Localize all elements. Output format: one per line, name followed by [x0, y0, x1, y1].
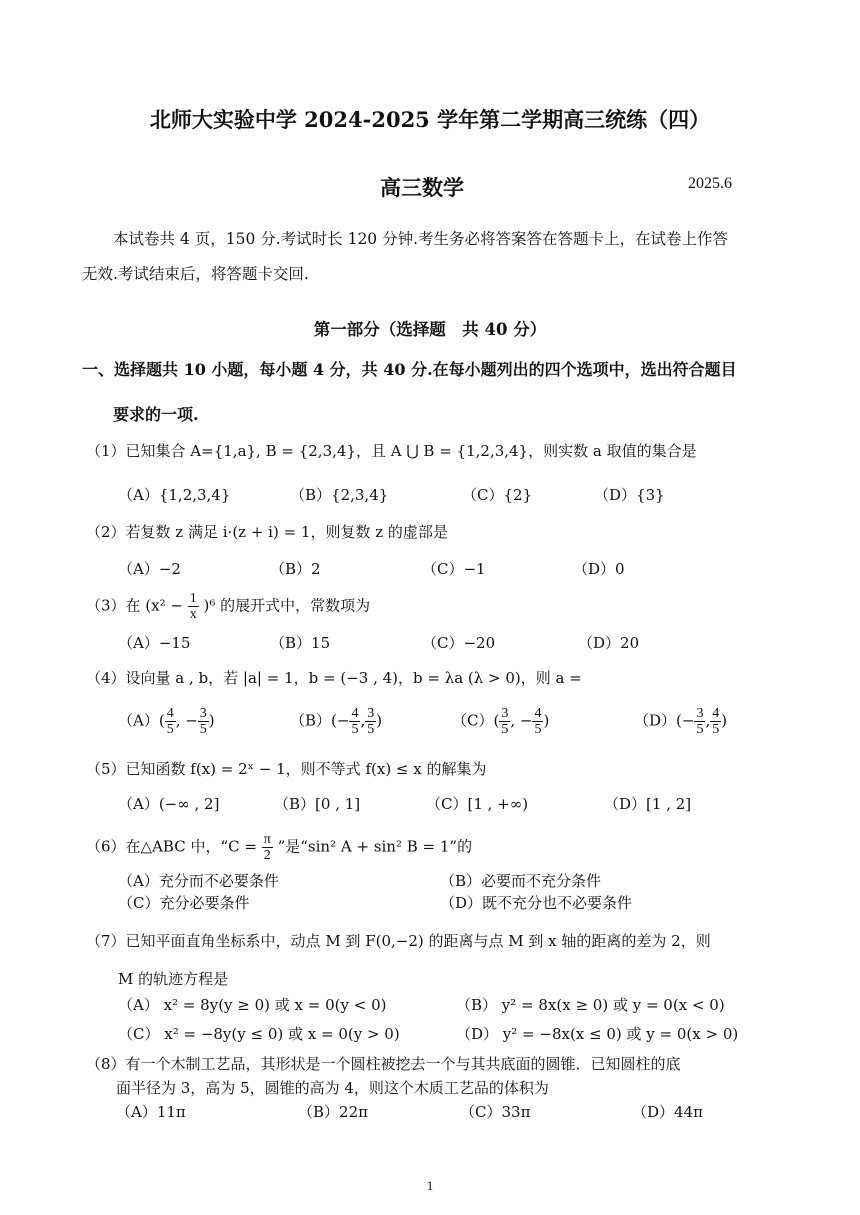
q8-option-c: （C）33π [460, 1103, 531, 1121]
q5-option-b: （B）[0 , 1] [274, 795, 361, 813]
q4-option-a-num-1: 4 [166, 706, 174, 721]
q7-option-a: （A） x² = 8y(y ≥ 0) 或 x = 0(y < 0) [118, 996, 387, 1014]
q6-suffix: ”是“sin² A + sin² B = 1”的 [277, 837, 473, 856]
q4-option-a [118, 706, 215, 737]
q4-option-d-den-1: 5 [696, 722, 704, 737]
q4-option-c-num-2: 4 [534, 706, 542, 721]
q4-option-d-num-2: 4 [712, 706, 720, 721]
q4-option-b-num-2: 3 [367, 706, 375, 721]
q4-option-d-close: ) [721, 711, 728, 730]
q1-option-d: （D）{3} [594, 486, 665, 504]
q8-option-a: （A）11π [116, 1103, 186, 1121]
q3-fraction-numerator: 1 [189, 591, 197, 606]
q2-option-c: （C）−1 [422, 560, 486, 578]
q4-option-c-den-1: 5 [501, 722, 509, 737]
q1-option-b: （B）{2,3,4} [290, 486, 389, 504]
q3-fraction [188, 591, 199, 622]
instructions-line-1: 本试卷共 4 页，150 分.考试时长 120 分钟.考生务必将答案答在答题卡上，在试卷上作答 [113, 230, 729, 248]
q4-option-c-num-1: 3 [501, 706, 509, 721]
q5-option-c: （C）[1 , +∞) [426, 795, 529, 813]
q4-option-a-label: （A）( [118, 711, 165, 730]
q3-prefix: （3）在 (x² − [86, 596, 183, 615]
q1-option-a: （A）{1,2,3,4} [118, 486, 231, 504]
q4-option-a-num-2: 3 [199, 706, 207, 721]
q7-option-c: （C） x² = −8y(y ≤ 0) 或 x = 0(y > 0) [118, 1025, 400, 1043]
question-2: （2）若复数 z 满足 i·(z + i) = 1，则复数 z 的虚部是 [86, 523, 448, 541]
q4-option-d-label: （D）(− [634, 711, 695, 730]
q6-fraction-numerator: π [263, 832, 271, 847]
q1-option-c: （C）{2} [462, 486, 533, 504]
q2-option-d: （D）0 [573, 560, 625, 578]
question-7-line-1: （7）已知平面直角坐标系中，动点 M 到 F(0,−2) 的距离与点 M 到 x 轴的距离的差为 2，则 [86, 932, 711, 950]
q4-option-c-frac-1 [499, 706, 510, 737]
q4-option-a-frac-2 [198, 706, 209, 737]
q4-option-d-frac-1 [694, 706, 705, 737]
q6-fraction-denominator: 2 [263, 848, 271, 863]
q6-option-c: （C）充分必要条件 [118, 894, 250, 912]
question-5: （5）已知函数 f(x) = 2ˣ − 1，则不等式 f(x) ≤ x 的解集为 [86, 760, 487, 778]
q4-option-b-den-2: 5 [367, 722, 375, 737]
q3-option-a: （A）−15 [118, 634, 191, 652]
q6-fraction [262, 832, 273, 863]
question-3 [86, 591, 370, 622]
q4-option-c-close: ) [543, 711, 550, 730]
q4-option-c-frac-2 [532, 706, 543, 737]
q4-option-d-num-1: 3 [696, 706, 704, 721]
q4-option-b-den-1: 5 [351, 722, 359, 737]
q4-option-d-sep: , [705, 711, 711, 730]
q3-option-d: （D）20 [578, 634, 640, 652]
exam-date: 2025.6 [688, 175, 732, 192]
q8-option-d: （D）44π [632, 1103, 703, 1121]
q6-option-a: （A）充分而不必要条件 [118, 872, 279, 890]
q4-option-c [452, 706, 549, 737]
instructions-line-2: 无效.考试结束后，将答题卡交回. [82, 265, 309, 283]
q3-suffix: )⁶ 的展开式中，常数项为 [203, 596, 371, 615]
q5-option-a: （A）(−∞ , 2] [118, 795, 220, 813]
q4-option-a-den-1: 5 [166, 722, 174, 737]
q3-fraction-denominator: x [189, 607, 197, 622]
q7-option-b: （B） y² = 8x(x ≥ 0) 或 y = 0(x < 0) [456, 996, 725, 1014]
q4-option-d-frac-2 [710, 706, 721, 737]
q6-option-b: （B）必要而不充分条件 [440, 872, 602, 890]
q4-option-d [634, 706, 727, 737]
q8-option-b: （B）22π [298, 1103, 368, 1121]
q2-option-a: （A）−2 [118, 560, 181, 578]
q4-option-b-label: （B）(− [290, 711, 350, 730]
page-number: 1 [426, 1178, 434, 1193]
q4-option-b-frac-1 [349, 706, 360, 737]
q4-option-b-close: ) [376, 711, 383, 730]
q4-option-a-frac-1 [165, 706, 176, 737]
q4-option-a-close: ) [208, 711, 215, 730]
q3-option-c: （C）−20 [422, 634, 496, 652]
part-heading: 第一部分（选择题 共 40 分） [313, 320, 547, 339]
question-7-line-2: M 的轨迹方程是 [118, 970, 229, 988]
q7-option-d: （D） y² = −8x(x ≤ 0) 或 y = 0(x > 0) [456, 1025, 739, 1043]
instructions [82, 222, 782, 292]
q4-option-a-den-2: 5 [199, 722, 207, 737]
question-8-line-2: 面半径为 3，高为 5，圆锥的高为 4，则这个木质工艺品的体积为 [116, 1079, 549, 1097]
q4-option-d-den-2: 5 [712, 722, 720, 737]
question-1: （1）已知集合 A={1,a}, B = {2,3,4}，且 A ⋃ B = {1,2,3,4}，则实数 a 取值的集合是 [86, 442, 697, 460]
exam-title: 北师大实验中学 2024-2025 学年第二学期高三统练（四） [149, 107, 711, 132]
section-instructions-line-2: 要求的一项. [113, 405, 199, 424]
q5-option-d: （D）[1 , 2] [604, 795, 692, 813]
subject-title: 高三数学 [380, 175, 464, 200]
q4-option-b [290, 706, 382, 737]
question-8-line-1: （8）有一个木制工艺品，其形状是一个圆柱被挖去一个与其共底面的圆锥．已知圆柱的底 [86, 1055, 681, 1073]
q4-option-b-frac-2 [365, 706, 376, 737]
q4-option-b-sep: , [360, 711, 366, 730]
q6-option-d: （D）既不充分也不必要条件 [440, 894, 633, 912]
q4-option-c-den-2: 5 [534, 722, 542, 737]
q4-option-c-label: （C）( [452, 711, 500, 730]
question-6 [86, 832, 472, 863]
q2-option-b: （B）2 [270, 560, 321, 578]
q4-option-c-sep: , − [510, 711, 533, 730]
q3-option-b: （B）15 [270, 634, 331, 652]
q4-option-b-num-1: 4 [351, 706, 359, 721]
section-instructions-line-1: 一、选择题共 10 小题，每小题 4 分，共 40 分.在每小题列出的四个选项中，选出符合题目 [82, 360, 737, 379]
q6-prefix: （6）在△ABC 中，“C = [86, 837, 257, 856]
question-4: （4）设向量 a , b，若 |a| = 1，b = (−3 , 4)，b = λa (λ > 0)，则 a = [86, 669, 582, 687]
q4-option-a-sep: , − [175, 711, 198, 730]
